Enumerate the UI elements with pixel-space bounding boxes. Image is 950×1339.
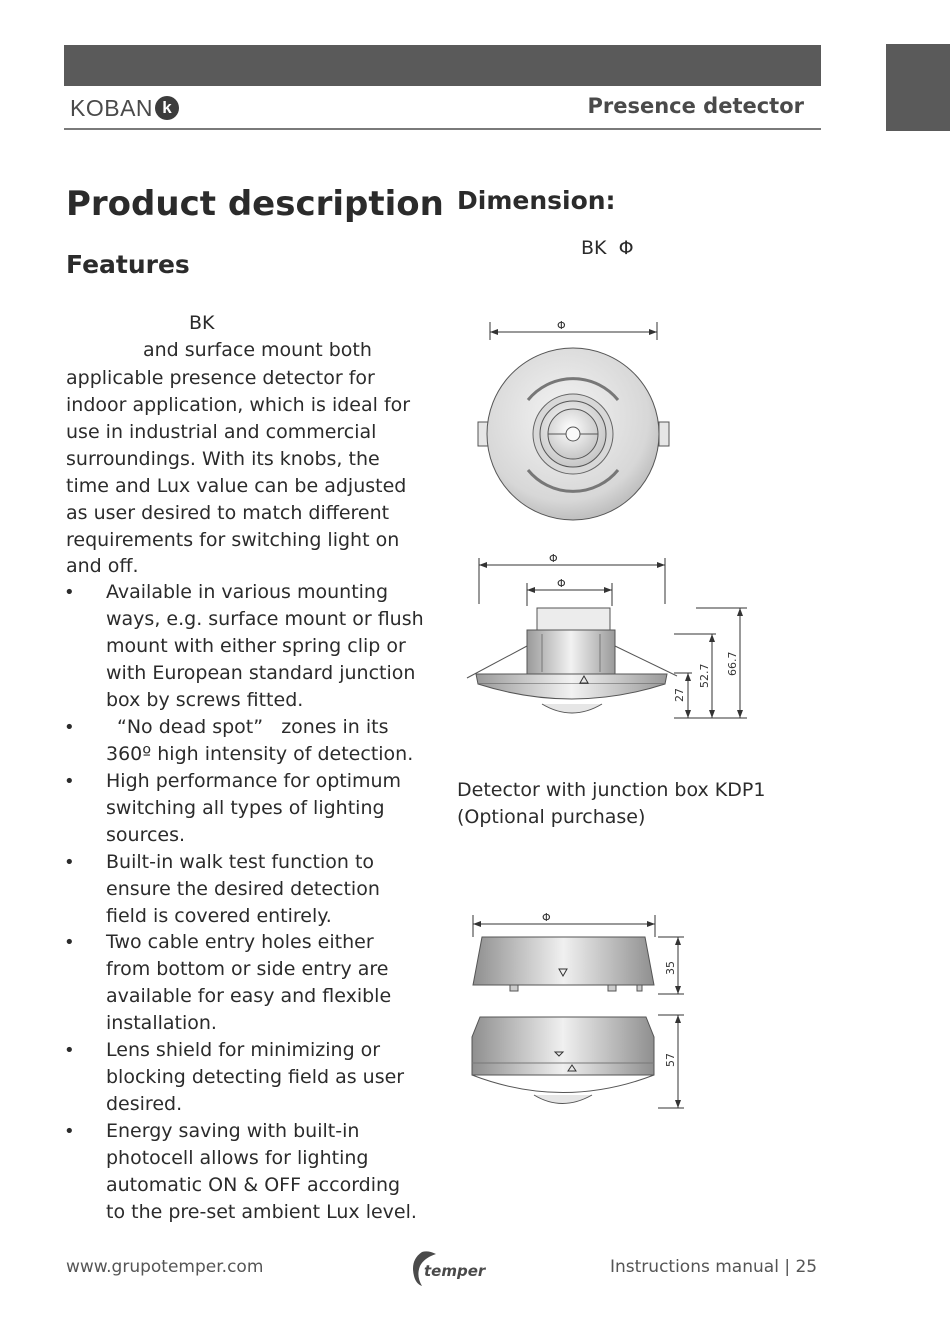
bullet-line: Built-in walk test function to bbox=[106, 851, 375, 873]
footer-website: www.grupotemper.com bbox=[66, 1257, 264, 1277]
bullet-line: installation. bbox=[106, 1012, 217, 1034]
bullet-marker: • bbox=[64, 1121, 75, 1142]
bullet-line: ensure the desired detection bbox=[106, 878, 380, 900]
bullet-marker: • bbox=[64, 771, 75, 792]
caption-line: Detector with junction box KDP1 bbox=[457, 779, 766, 801]
header-divider bbox=[64, 128, 821, 130]
temper-logo-text: temper bbox=[424, 1262, 486, 1280]
bullet-line: 360º high intensity of detection. bbox=[106, 743, 414, 765]
footer-page-info: Instructions manual | 25 bbox=[610, 1257, 818, 1277]
bullet-line: “No dead spot” zones in its bbox=[117, 716, 389, 738]
intro-line: applicable presence detector for bbox=[66, 367, 375, 389]
diameter-label: Φ bbox=[557, 319, 566, 332]
intro-line: indoor application, which is ideal for bbox=[66, 394, 411, 416]
header-bar bbox=[64, 45, 821, 86]
diagram-caption bbox=[457, 777, 765, 831]
bullet-line: automatic ON & OFF according bbox=[106, 1174, 401, 1196]
bullet-line: switching all types of lighting bbox=[106, 797, 385, 819]
detector-with-junction-box-diagram bbox=[462, 905, 702, 1115]
outer-diameter-label: Φ bbox=[549, 552, 558, 565]
box-diameter-label: Φ bbox=[542, 911, 551, 924]
intro-line: time and Lux value can be adjusted bbox=[66, 475, 407, 497]
bullet-line: box by screws fitted. bbox=[106, 689, 304, 711]
intro-line: and off. bbox=[66, 555, 139, 577]
features-heading: Features bbox=[66, 250, 190, 279]
bullet-line: ways, e.g. surface mount or flush bbox=[106, 608, 424, 630]
intro-line: use in industrial and commercial bbox=[66, 421, 377, 443]
page-title: Product description bbox=[66, 184, 444, 224]
caption-line: (Optional purchase) bbox=[457, 806, 646, 828]
intro-line: requirements for switching light on bbox=[66, 529, 400, 551]
height-66-7-label: 66.7 bbox=[726, 651, 739, 676]
bullet-marker: • bbox=[64, 932, 75, 953]
bullet-marker: • bbox=[64, 717, 75, 738]
bullet-line: Two cable entry holes either bbox=[106, 931, 374, 953]
bullet-line: sources. bbox=[106, 824, 186, 846]
bullet-line: mount with either spring clip or bbox=[106, 635, 406, 657]
bullet-line: with European standard junction bbox=[106, 662, 416, 684]
section-title: Presence detector bbox=[587, 94, 804, 118]
intro-line: surroundings. With its knobs, the bbox=[66, 448, 380, 470]
bullet-marker: • bbox=[64, 852, 75, 873]
bullet-line: blocking detecting field as user bbox=[106, 1066, 405, 1088]
bullet-marker: • bbox=[64, 1040, 75, 1061]
dimension-heading: Dimension: bbox=[457, 186, 616, 215]
bullet-line: High performance for optimum bbox=[106, 770, 402, 792]
bullet-line: from bottom or side entry are bbox=[106, 958, 389, 980]
intro-line: and surface mount both bbox=[143, 339, 372, 361]
brand-mark-icon: k bbox=[155, 96, 179, 120]
bullet-line: Available in various mounting bbox=[106, 581, 389, 603]
detector-top-view-diagram bbox=[470, 312, 680, 527]
brand-name: KOBAN bbox=[70, 94, 154, 121]
height-27-label: 27 bbox=[673, 688, 686, 702]
bullet-line: to the pre-set ambient Lux level. bbox=[106, 1201, 417, 1223]
height-52-7-label: 52.7 bbox=[698, 663, 711, 688]
side-tab-marker bbox=[886, 44, 950, 131]
intro-line: as user desired to match different bbox=[66, 502, 390, 524]
bullet-line: photocell allows for lighting bbox=[106, 1147, 369, 1169]
intro-line: BK bbox=[189, 312, 215, 334]
bullet-line: available for easy and flexible bbox=[106, 985, 392, 1007]
detector-side-view-diagram bbox=[462, 548, 752, 726]
bullet-line: field is covered entirely. bbox=[106, 905, 332, 927]
temper-logo bbox=[408, 1246, 488, 1288]
detector-height-57-label: 57 bbox=[664, 1053, 677, 1067]
model-line: BK Φ bbox=[581, 237, 634, 259]
bullet-line: Energy saving with built-in bbox=[106, 1120, 360, 1142]
brand-logo bbox=[70, 93, 179, 123]
bullet-line: desired. bbox=[106, 1093, 183, 1115]
bullet-line: Lens shield for minimizing or bbox=[106, 1039, 381, 1061]
box-height-35-label: 35 bbox=[664, 961, 677, 975]
inner-diameter-label: Φ bbox=[557, 577, 566, 590]
bullet-marker: • bbox=[64, 582, 75, 603]
